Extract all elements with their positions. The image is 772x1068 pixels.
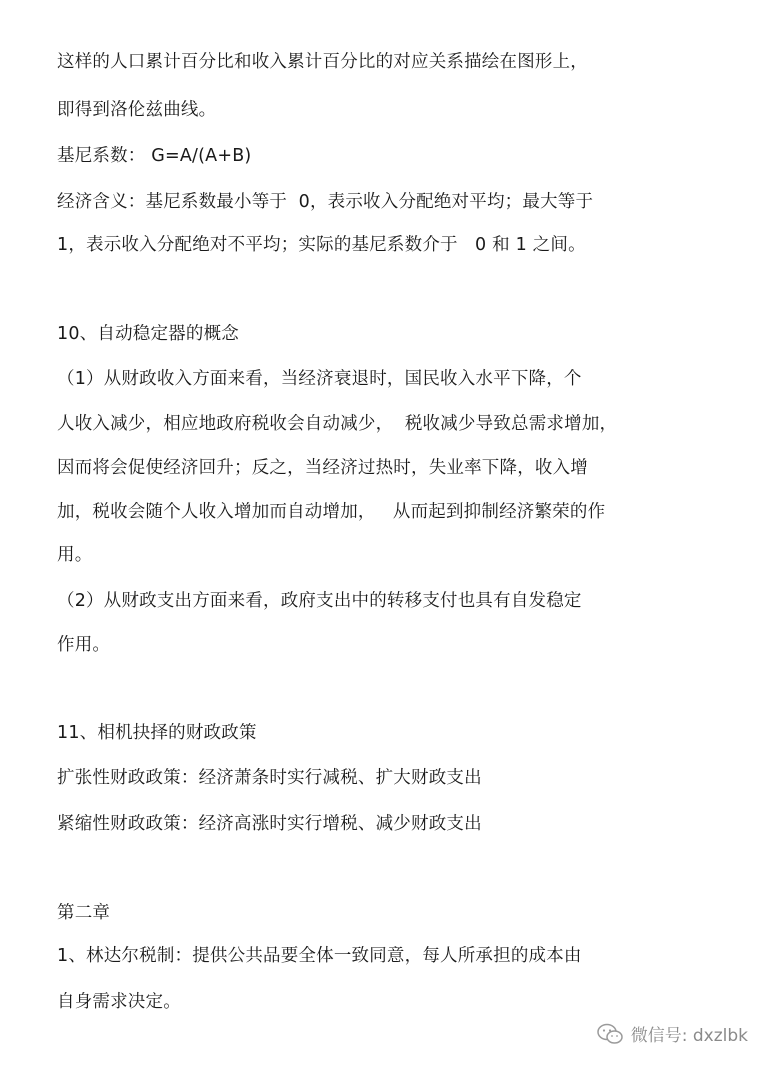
text-line: 因而将会促使经济回升；反之，当经济过热时，失业率下降，收入增	[57, 458, 588, 478]
section-heading-10: 10、自动稳定器的概念	[57, 324, 239, 344]
watermark	[597, 1021, 748, 1046]
text-line: 作用。	[57, 635, 111, 655]
chapter-heading: 第二章	[57, 903, 111, 923]
text-line: （1）从财政收入方面来看，当经济衰退时，国民收入水平下降，个	[57, 369, 582, 389]
text-line: （2）从财政支出方面来看，政府支出中的转移支付也具有自发稳定	[57, 591, 582, 611]
text-line: 1，表示收入分配绝对不平均；实际的基尼系数介于 0 和 1 之间。	[57, 235, 586, 255]
text-line: 经济含义：基尼系数最小等于 0，表示收入分配绝对平均；最大等于	[57, 192, 594, 212]
watermark-text: 微信号: dxzlbk	[630, 1026, 748, 1046]
section-heading-11: 11、相机抉择的财政政策	[57, 723, 257, 743]
gini-formula-line: 基尼系数： G=A/(A+B)	[57, 146, 252, 166]
text-line: 这样的人口累计百分比和收入累计百分比的对应关系描绘在图形上，	[57, 52, 588, 72]
text-line: 紧缩性财政政策：经济高涨时实行增税、减少财政支出	[57, 814, 482, 834]
text-line: 扩张性财政政策：经济萧条时实行减税、扩大财政支出	[57, 768, 482, 788]
text-line: 即得到洛伦兹曲线。	[57, 100, 217, 120]
text-line: 加，税收会随个人收入增加而自动增加， 从而起到抑制经济繁荣的作	[57, 502, 606, 522]
text-line: 自身需求决定。	[57, 992, 181, 1012]
text-line: 用。	[57, 545, 93, 565]
text-line: 人收入减少，相应地政府税收会自动减少， 税收减少导致总需求增加，	[57, 414, 618, 434]
text-line: 1、林达尔税制：提供公共品要全体一致同意，每人所承担的成本由	[57, 946, 582, 966]
wechat-icon	[597, 1023, 623, 1045]
